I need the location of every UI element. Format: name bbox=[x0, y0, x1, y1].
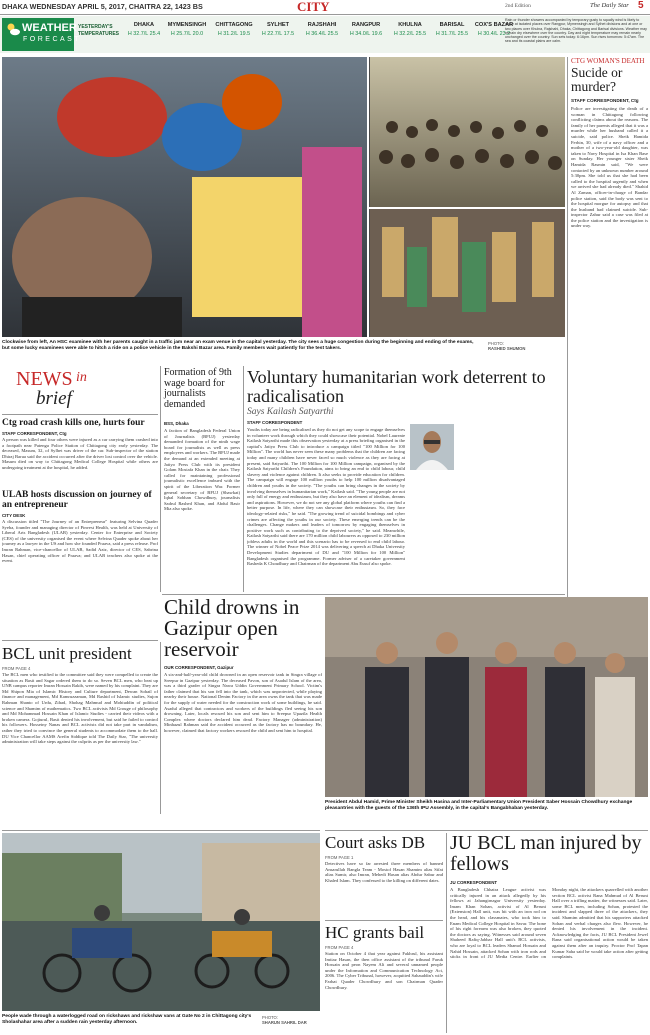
bottom-photo-caption: People wade through a waterlogged road on rickshaws and rickshaw vans at Gate No 2 in Chittagong city's Sholashahar area after a sudden rain yesterday afternoon. bbox=[2, 1014, 252, 1025]
ipu-assembly-photo bbox=[325, 597, 648, 797]
edition-label: 2nd Edition bbox=[505, 3, 531, 9]
city-name: MYMENSINGH bbox=[167, 22, 207, 28]
sidebar-byline: STAFF CORRESPONDENT, Ctg bbox=[571, 98, 639, 103]
city-name: RAJSHAHI bbox=[307, 22, 337, 28]
wage-board-byline: BSS, Dhaka bbox=[164, 421, 189, 426]
page-number: 5 bbox=[638, 0, 644, 11]
bcl-president-body: The BCL men who testified to the committee said they were compelled to create the situation as Basit and Sagar ordered them to do so. Seven BCL men, who beat up UNB campus reporter Imran Hossain Rakib, were named by his complaint. They are Md Shipon Mia of Islamic History and Culture department, Dewan Sohail of finance and management, Md Kamruzzaman, Md Rashid of Islamic studies, Sujon Rahman Shanto of Urdu, Zihad, Shohag Mahmud and Mohiuddin of political science and Shamim of mathematics. Two BCL activists Md Grouge of philosophy and Md Mohammad Hossain Khan of Islamic Studies - carried their videos with a broken camera. Gojiurul, Basit denied his involvement, but said he failed to control his followers. Hosseiny Nanas and BCL activists did not take part in vandalism, rather they tried to convince the general students to accommodate them to the hall. DU Vice Chancellor AAMS Arefin Siddique told The Daily Star, "The university administration will take steps against the culprits as per the university law." bbox=[2, 672, 158, 745]
city-name: DHAKA bbox=[133, 22, 155, 28]
brief-2-body: A discussion titled "The Journey of an Entrepreneur" featuring Selvina Quader Syeba, founder and managing director of Pinvest Health, was held at University of Liberal Arts Bangladesh (ULAB) yesterday. Center for Enterprise and Society (CES) of the university organised the event where Selvina Quader spoke about her journey as a lawyer in the US and how she founded Praava, said a press release. Prof Imran Rahman, vice-chancellor of ULAB, Sadid Aziz, director of CES, Sabrina Hasan, chief operating officer of Praava; and ULAB teachers also spoke at the event. bbox=[2, 519, 158, 564]
city-temperature: H 25.7/L 20.0 bbox=[170, 31, 204, 37]
waterlogged-road-photo bbox=[2, 833, 320, 1011]
child-drowns-body: A six-and-half-year-old child drowned in an open reservoir tank in Singra village of Sreepur in Gazipur yesterday. The deceased Pavon, son of Asadul Islam of the area, was a third grader of Singra Nawa Uddin Government Primary School. Victim's father claimed that his son fell into the tank, which was unprotected, while playing nearby their house. National Denim Factory in the area owns the tank that was made for the supply of water needed for the construction work of some buildings, he said. Asadul alleged that contractors and workers of the buildings fled seeing his son drowning. Later, locals rescued his son and sent him to Sreepur Upazila Health Complex where doctors declared him dead. Factory Manager (administration) Minhazul Rahman said the accident occurred as the factory has no boundary. He, however, claimed that factory workers rescued the child and sent him to hospital. bbox=[164, 672, 322, 733]
humanitarian-body: Youths today are being radicalised as they do not get any scope to engage themselves in volunteer work through which they could showcase their potential. Nobel Laureate Kailash Satyarthi made this observation yesterday at a press briefing organised in the capital's Jatiyo Press Club to introduce a campaign titled "100 Million for 100 Million". The world has never seen these many problems that the children are facing today and many children have never faced so much violence as they are facing at present, said Satyarthi. The 100 Million for 100 Million campaign, organised by the Kailash Satyarthi Children's Foundation, aims to bring an end to child labour, child slavery and violence against children. It also seeks to provide education for children. The campaign will engage 100 million youths to help 100 million disadvantaged children and youths in the society. "The youths can bring changes in the society by involving themselves in humanitarian work," Kailash said. "The young people are not only full of energy and enthusiasm, but they also have an element of idealism, dreams and aspirations. However, we do not see any global platform where youths can find a better purpose. In life, where they can showcase their enthusiasm. So, they face ideology-related risks," he said. "The growing trend of suicidal bombings and cyber crimes are affecting the youths in our society. These emerging trends can be the challenges. Change makers and leaders of tomorrow by engaging themselves in positive work such as contributing to the deprived society," he said. Meanwhile, Kailash Satyarthi said there are 170 million child labourers as opposed to 230 million jobless adults in the world and this scenario has to be reversed to end child labour. The winner of Nobel Peace Prize 2014 was delivering a speech at Dhaka University Development Studies department of DU and "100 Million for 100 Million" Bangladesh organised the programme. Former adviser of a caretaker government Rasheda K Choudhury and Chairman of the department Abu Eusuf also spoke. bbox=[247, 427, 405, 567]
brief-1-title: Ctg road crash kills one, hurts four bbox=[2, 418, 145, 428]
city-rangpur bbox=[344, 22, 388, 37]
child-drowns-byline: OUR CORRESPONDENT, Gazipur bbox=[164, 665, 234, 670]
humanitarian-byline: STAFF CORRESPONDENT bbox=[247, 420, 303, 425]
city-temperature: H 32.7/L 25.4 bbox=[127, 31, 161, 37]
brief-2-byline: CITY DESK bbox=[2, 513, 26, 518]
bottom-photo-credit: SHARUN SAHRIL DAR bbox=[262, 1020, 307, 1025]
humanitarian-body-cont bbox=[410, 474, 564, 589]
city-sylhet bbox=[256, 22, 300, 37]
city-temperature: H 22.7/L 17.5 bbox=[261, 31, 295, 37]
city-temperature: H 32.2/L 25.5 bbox=[393, 31, 427, 37]
city-dhaka bbox=[122, 22, 166, 37]
city-temperature: H 31.2/L 19.5 bbox=[217, 31, 251, 37]
city-khulna bbox=[388, 22, 432, 37]
wage-board-title: Formation of 9th wage board for journalists demanded bbox=[164, 367, 232, 410]
hc-bail-body: Station on October 4 that year against Fakhrul, his assistant Imtiaz Hasan, the then office assistant of the tribunal Faruk Hossain and peon Nayem Ali and several unnamed people under the Information and Communication Technology Act, 2006. The Cyber Tribunal, however, acquitted Sahauddin's wife Farhat Quader Chowdhury and son Chairman Quader Chowdhury. bbox=[325, 951, 443, 990]
city-mymensingh bbox=[165, 22, 209, 37]
court-db-from: FROM PAGE 1 bbox=[325, 855, 354, 860]
brief-1-byline: STAFF CORRESPONDENT, Ctg bbox=[2, 431, 67, 436]
city-temperature: H 34.0/L 19.6 bbox=[349, 31, 383, 37]
brief-1-body: A person was killed and four others were injured as a car carrying them crashed into a footpath near Patenga Police Station of Chittagong city early yesterday. The deceased, Masum, 32, of Sylhet was driver of the car. Sub-inspector of the station Dhiraj Barua said the accident occurred after the driver lost control over the vehicle. Masum died on way to Chittagong Medical College Hospital while others are undergoing treatment at the hospital, he added. bbox=[2, 437, 158, 470]
top-photo-credit-label: PHOTO: bbox=[488, 341, 504, 346]
city-rajshahi bbox=[300, 22, 344, 37]
city-name: BARISAL bbox=[439, 22, 465, 28]
humanitarian-subtitle: Says Kailash Satyarthi bbox=[247, 407, 334, 417]
news-in-brief-banner: NEWS in brief bbox=[16, 368, 87, 409]
city-temperature: H 36.4/L 25.5 bbox=[305, 31, 339, 37]
masthead bbox=[0, 0, 650, 15]
city-barisal bbox=[430, 22, 474, 37]
hc-bail-from: FROM PAGE 4 bbox=[325, 945, 354, 950]
sidebar-title: Sucide or murder? bbox=[571, 65, 623, 94]
child-drowns-title: Child drowns in Gazipur open reservoir bbox=[164, 595, 300, 661]
city-name: RANGPUR bbox=[351, 22, 381, 28]
temperatures-label: YESTERDAY'S TEMPERATURES bbox=[78, 24, 120, 37]
brief-2-title: ULAB hosts discussion on journey of an entrepreneur bbox=[2, 490, 152, 510]
humanitarian-title: Voluntary humanitarian work deterrent to radicalisation bbox=[247, 367, 546, 406]
kailash-satyarthi-portrait bbox=[410, 424, 454, 470]
top-photo-caption: Clockwise from left, An HSC examinee with her parents caught in a traffic jam near an exam venue in the capital yesterday. The city sees a huge congestion during the beginning and ending of the exams, but some lucky examinees were able to hitch a ride on a police vehicle in the Bakshi Bazar area. Family members wait patiently for the test takers. bbox=[2, 340, 474, 351]
court-db-title: Court asks DB bbox=[325, 833, 426, 852]
city-name: SYLHET bbox=[266, 22, 290, 28]
dateline: DHAKA WEDNESDAY APRIL 5, 2017, CHAITRA 22, 1423 BS bbox=[2, 2, 203, 11]
bcl-president-title: BCL unit president bbox=[2, 644, 132, 663]
ju-bcl-byline: JU CORRESPONDENT bbox=[450, 880, 498, 885]
section-title: CITY bbox=[297, 0, 330, 14]
wage-board-body: A faction of Bangladesh Federal Union of Journalists (BFUJ) yesterday demanded formation of the ninth wage board for journalists as well as press employees and workers. The BFUJ made the demand at an extended meeting at Jatiyo Press Club with its president Golam Mostafa Khan in the chair. They called for maintaining professional journalistic excellence imbued with the spirit of the Liberation War. Former general secretary of BFUJ (Shawkat) Iqbal Sobhan Chowdhury, journalists Sadrul Rashed Khan, and Abdul Basir Mia also spoke. bbox=[164, 428, 240, 512]
city-temperature: H 30.4/L 23.2 bbox=[477, 31, 511, 37]
exam-traffic-photo bbox=[2, 57, 565, 337]
top-photo-credit: RASHED SHUMON bbox=[488, 346, 526, 351]
bottom-photo-credit-label: PHOTO: bbox=[262, 1015, 278, 1020]
paper-name: The Daily Star bbox=[590, 2, 629, 9]
sun-cloud-icon bbox=[5, 21, 21, 37]
mid-photo-caption: President Abdul Hamid, Prime Minister Sheikh Hasina and Inter-Parliamentary Union President Saber Hossain Chowdhury exchange pleasantries with the guests of the 136th IPU Assembly, in the capital's Bangabhaban yesterday. bbox=[325, 800, 633, 811]
court-db-body: Detectives have so far arrested three members of banned Ansarullah Bangla Team - Mostof Hasan Shamim alias Sifat alias Sumir, also Imran, Mehedi Hasan alias Abdur Sabur and Khaled Islam. They confessed to the killing on different dates. bbox=[325, 861, 443, 883]
city-temperature: H 31.7/L 25.5 bbox=[435, 31, 469, 37]
city-chittagong bbox=[212, 22, 256, 37]
hc-bail-title: HC grants bail bbox=[325, 923, 425, 942]
bcl-president-from: FROM PAGE 4 bbox=[2, 666, 31, 671]
city-name: KHULNA bbox=[398, 22, 422, 28]
sidebar-kicker: CTG WOMAN'S DEATH bbox=[571, 57, 645, 65]
city-name: CHITTAGONG bbox=[215, 22, 253, 28]
ju-bcl-body: A Bangladesh Chhatra League activist was critically injured in an attack allegedly by his fellows at Jahangirnagar University yesterday. Imam Khan Sohan, activist of Al Beruni (Extension) Hall unit, was hit with an iron rod on the head, and his classmates, who took him to Enam Medical College Hospital in Savar. The bone of his right forearm was also broken, they quoted the doctors as saying. Witnesses said around seven Shaheed Rafiq-Jabbar Hall unit's BCL activists, who are loyal to BCL leaders Shamol Hossain and Nahid Hossain, attacked Sohan with iron rods and sticks in front of JU Media Centre. Earlier on Monday night, the attackers quarrelled with another section BCL activist Rana Mahmud of Al Beruni Hall over a trifling matter, the witnesses said. Later, some BCL men, including Sohan, protested the incident and slapped three of the attackers, they said. Shamim admitted that his supporters attacked Sohan and verbal charges also flew. However, he denied his involvement in the incident. Acknowledging the facts, JU BCL President Jewel Rana said organisational action would be taken against them after an inquiry. Proctor Prof Tapan Kumar Saha said he would take action after getting complaints. bbox=[450, 887, 648, 960]
weather-note: Rain or thunder showers accompanied by temporary gusty to squally wind is likely to occur at isolated places over Rangpur, Mymensingh and Sylhet divisions and at one or two places over Khulna, Rajshahi, Dhaka, Chittagong and Barisal divisions. Weather may remain dry elsewhere over the country. Day and night temperature may remain nearly unchanged over the country. Sun sets today: 6:16pm. Sun rises tomorrow: 5:47am. The sea and its coastal plains are calm. bbox=[505, 18, 647, 44]
sidebar-body: Police are investigating the death of a woman in Chittagong following conflicting claims about the reasons. The family of her parents alleged that it was a murder while her husband called it a suicide, said police. Sheik Hamida Ferhin, 30, wife of a navy officer and a mother of a two-year-old daughter, was taken to Navy Hospital in Isa Khan Base on Sunday. Her younger sister Sheik Hamida Rasmin said, "We were contacted by an unknown number around 5:30pm. She told us that she had been called to the hospital urgently and when we arrived she had already died." Shahid Al Zaman, officer-in-charge of Bandar police station, said the body was sent to the hospital morgue for autopsy and that the husband had claimed suicide. Sub-inspector Zahur said a case was filed at the police station and the investigation is under way. bbox=[571, 106, 648, 229]
weather-brand: WEATHER FORECAST bbox=[2, 18, 74, 51]
city-name: COX'S BAZAR bbox=[474, 22, 514, 28]
ju-bcl-title: JU BCL man injured by fellows bbox=[450, 832, 642, 875]
